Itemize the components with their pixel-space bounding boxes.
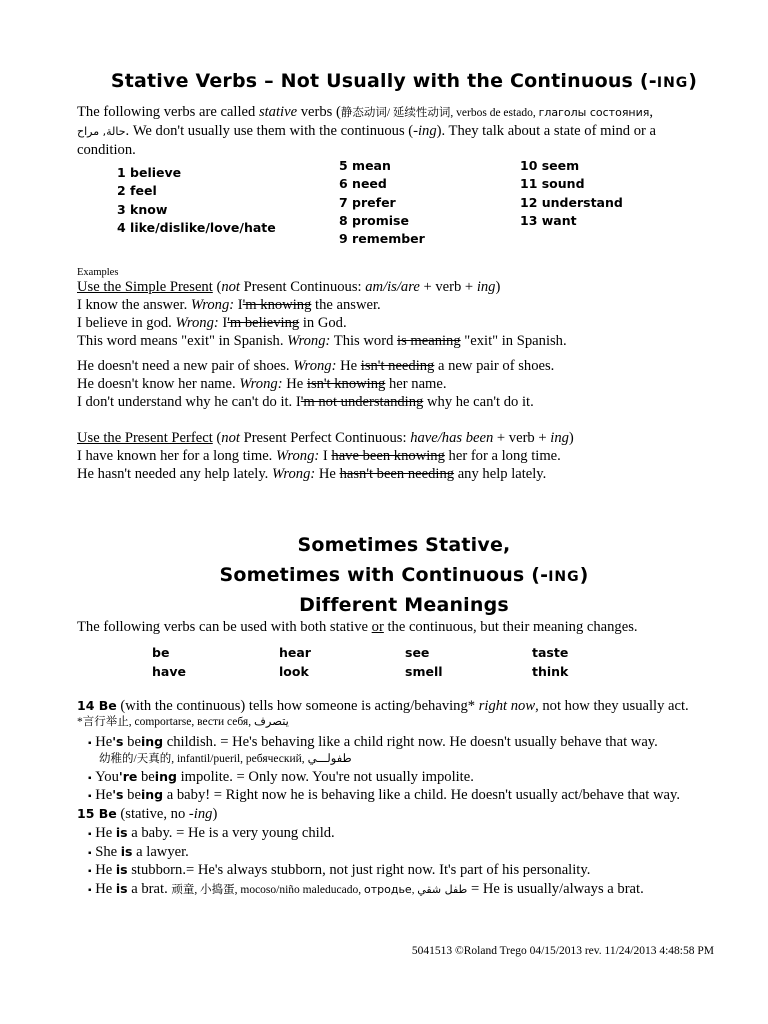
simple-present-heading [77, 278, 500, 296]
item-text: You [95, 769, 119, 785]
heading-text: + verb + [493, 430, 551, 446]
verb-column-2 [339, 157, 425, 248]
not-word: not [221, 430, 240, 446]
stative-word: stative [258, 104, 298, 120]
verb-item: 11 sound [520, 176, 585, 192]
bold-text: is [120, 844, 133, 859]
heading-text: ( [212, 430, 222, 446]
examples-label: Examples [77, 267, 119, 278]
emphasis: -ing [188, 806, 213, 822]
bold-text: is [115, 881, 128, 896]
intro-text: The following verbs can be used with both stative [77, 619, 372, 635]
verb-item: 1 believe [117, 165, 182, 180]
bullet-icon: ▪ [88, 791, 92, 802]
translation-note: *言行举止, comportarse, вести себя, يتصرف [77, 716, 289, 728]
not-word: not [221, 279, 240, 295]
verb-grid [0, 643, 768, 683]
item-text: a baby. = He is a very young child. [127, 825, 335, 841]
example-text: This word means "exit" in Spanish. [77, 333, 288, 349]
title-ing: ING [548, 569, 580, 585]
example-text: in God. [299, 315, 347, 331]
list-item [88, 768, 474, 788]
verb-item: smell [405, 664, 443, 679]
wrong-label: Wrong: [175, 315, 219, 331]
arabic-term: حالة, مراح [77, 125, 126, 138]
item-text: a brat. [127, 881, 172, 897]
section-14-heading [77, 697, 689, 715]
list-item [88, 733, 658, 753]
heading-text: ) [568, 430, 574, 446]
example-text: I [218, 315, 228, 331]
struck-text: 'm knowing [242, 297, 312, 313]
heading-text: + verb + [419, 279, 477, 295]
ing-word: ing [476, 279, 496, 295]
item-text: be [137, 769, 155, 785]
spanish-term: , verbos de estado, [450, 107, 539, 119]
bullet-icon: ▪ [88, 829, 92, 840]
example-line [77, 465, 546, 483]
intro-text: the continuous, but their meaning changes. [383, 619, 638, 635]
struck-text: isn't needing [360, 358, 435, 374]
ing-suffix: ing [418, 123, 437, 139]
list-item [88, 861, 590, 881]
verb-item: 5 mean [339, 158, 391, 173]
title-end: ) [579, 564, 589, 586]
example-text: I have known her for a long time. [77, 448, 276, 464]
example-line [77, 332, 567, 350]
page-title [0, 70, 768, 92]
list-item [88, 843, 189, 863]
bold-text: is [115, 825, 128, 840]
title-end: ) [688, 70, 698, 92]
verb-item: think [532, 664, 569, 679]
list-item [88, 880, 644, 900]
heading-text: ) [495, 279, 501, 295]
section-label: 14 Be [77, 698, 117, 713]
item-text: , [411, 884, 418, 896]
intro-paragraph [77, 103, 717, 159]
example-line [77, 393, 534, 411]
verb-item: 9 remember [339, 231, 425, 247]
or-word: or [371, 619, 384, 635]
section-title-line-1: Sometimes Stative, [297, 534, 511, 556]
heading-text: ( [212, 279, 222, 295]
intro-text: , [649, 104, 654, 120]
verb-forms: am/is/are [365, 279, 420, 295]
example-text: He doesn't need a new pair of shoes. [77, 358, 294, 374]
verb-forms: have/has been [410, 430, 494, 446]
example-text: a new pair of shoes. [434, 358, 555, 374]
verb-column-1 [117, 164, 276, 237]
struck-text: hasn't been needing [339, 466, 455, 482]
example-text: This word [330, 333, 398, 349]
intro-text: ). They talk about a state of mind or a condition. [77, 123, 657, 158]
section-title-line-2 [0, 564, 768, 586]
intro2-paragraph [77, 618, 638, 636]
example-text: I [234, 297, 243, 313]
item-text: He [95, 734, 113, 750]
item-text: She [95, 844, 121, 860]
section-title-line-3: Different Meanings [299, 594, 509, 616]
chinese-term: 静态动词/ 延续性动词 [340, 107, 451, 119]
heading-text: Present Perfect Continuous: [239, 430, 411, 446]
item-text: He [95, 862, 116, 878]
title-ing: ING [656, 75, 689, 91]
emphasis: right now [478, 698, 536, 714]
item-text: a lawyer. [132, 844, 189, 860]
item-text: be [123, 787, 141, 803]
item-text: be [123, 734, 141, 750]
item-text: He [95, 787, 113, 803]
bullet-icon: ▪ [88, 738, 92, 749]
item-text: He [95, 881, 116, 897]
item-text: = He is usually/always a brat. [467, 881, 644, 897]
example-text: "exit" in Spanish. [460, 333, 567, 349]
section-text: , not how they usually act. [535, 698, 689, 714]
example-text: He [315, 466, 340, 482]
struck-text: is meaning [397, 333, 461, 349]
example-text: He hasn't needed any help lately. [77, 466, 272, 482]
list-item [88, 824, 335, 844]
struck-text: 'm not understanding [300, 394, 424, 410]
title-text: Stative Verbs – Not Usually with the Continuous (- [110, 70, 657, 92]
verb-item: have [152, 664, 186, 679]
section-15-heading [77, 805, 217, 823]
verb-item: taste [532, 645, 569, 660]
wrong-label: Wrong: [239, 376, 283, 392]
russian-term: глаголы состояния [538, 106, 650, 119]
bold-text: 's [112, 734, 124, 749]
verb-item: 3 know [117, 201, 168, 217]
verb-column-3 [520, 157, 623, 230]
list-item [88, 786, 680, 806]
verb-item: 13 want [520, 212, 577, 228]
bold-text: ing [140, 734, 164, 749]
example-text: any help lately. [454, 466, 547, 482]
bold-text: 're [118, 769, 138, 784]
example-text: I don't understand why he can't do it. I [77, 394, 301, 410]
present-perfect-heading [77, 429, 574, 447]
arabic-term: طفل شقي [417, 883, 468, 896]
wrong-label: Wrong: [275, 448, 320, 464]
bullet-icon: ▪ [88, 848, 92, 859]
verb-item: 8 promise [339, 212, 409, 228]
bold-text: ing [154, 769, 177, 784]
item-text: childish. = He's behaving like a child right now. He doesn't usually behave that way. [163, 734, 658, 750]
wrong-label: Wrong: [271, 466, 316, 482]
example-text: the answer. [311, 297, 381, 313]
section-text: (with the continuous) tells how someone is acting/behaving* [116, 698, 479, 714]
example-text: He doesn't know her name. [77, 376, 240, 392]
verb-item: hear [279, 645, 311, 660]
example-text: He [282, 376, 307, 392]
russian-term: отродье [363, 883, 412, 896]
section-label: 15 Be [77, 806, 117, 821]
spanish-term: , mocoso/niño maleducado, [234, 884, 364, 896]
chinese-term: 顽童, 小捣蛋 [171, 884, 235, 896]
heading-underlined: Use the Simple Present [77, 279, 213, 295]
example-line [77, 314, 347, 332]
verb-item: look [279, 664, 309, 679]
heading-underlined: Use the Present Perfect [77, 430, 213, 446]
example-text: He [336, 358, 361, 374]
section-text: (stative, no [116, 806, 189, 822]
example-line [77, 296, 381, 314]
bold-text: 's [112, 787, 124, 802]
intro-text: verbs ( [297, 104, 341, 120]
example-text: I believe in god. [77, 315, 176, 331]
title-text: Sometimes with Continuous (- [219, 564, 549, 586]
section-text: ) [212, 806, 218, 822]
ing-word: ing [550, 430, 569, 446]
example-text: her name. [385, 376, 447, 392]
bullet-icon: ▪ [88, 773, 92, 784]
translation-line: 幼稚的/天真的, infantil/pueril, ребяческий, طفولـــي [99, 753, 352, 765]
verb-item: be [152, 645, 170, 660]
item-text: impolite. = Only now. You're not usually impolite. [176, 769, 474, 785]
verb-item: 12 understand [520, 194, 623, 210]
wrong-label: Wrong: [190, 297, 235, 313]
struck-text: 'm believing [227, 315, 300, 331]
verb-item: 6 need [339, 176, 387, 192]
verb-item: 10 seem [520, 158, 580, 173]
example-line [77, 447, 561, 465]
bullet-icon: ▪ [88, 866, 92, 877]
intro-text: The following verbs are called [77, 104, 259, 120]
item-text: stubborn.= He's always stubborn, not just right now. It's part of his personality. [127, 862, 591, 878]
example-line [77, 375, 447, 393]
struck-text: isn't knowing [306, 376, 386, 392]
wrong-label: Wrong: [287, 333, 331, 349]
example-text: I know the answer. [77, 297, 191, 313]
heading-text: Present Continuous: [239, 279, 366, 295]
example-text: why he can't do it. [423, 394, 534, 410]
bold-text: ing [140, 787, 164, 802]
verb-item: 2 feel [117, 183, 157, 199]
bold-text: is [115, 862, 128, 877]
wrong-label: Wrong: [293, 358, 337, 374]
verb-item: see [405, 645, 430, 660]
verb-item: 4 like/dislike/love/hate [117, 219, 276, 235]
example-text: I [319, 448, 332, 464]
item-text: He [95, 825, 116, 841]
item-text: a baby! = Right now he is behaving like a child. He doesn't usually act/behave that way. [163, 787, 681, 803]
example-line [77, 357, 554, 375]
page-footer: 5041513 ©Roland Trego 04/15/2013 rev. 11/24/2013 4:48:58 PM [411, 945, 714, 957]
verb-item: 7 prefer [339, 194, 396, 210]
bullet-icon: ▪ [88, 885, 92, 896]
intro-text: . We don't usually use them with the continuous (- [125, 123, 418, 139]
example-text: her for a long time. [444, 448, 561, 464]
struck-text: have been knowing [331, 448, 445, 464]
